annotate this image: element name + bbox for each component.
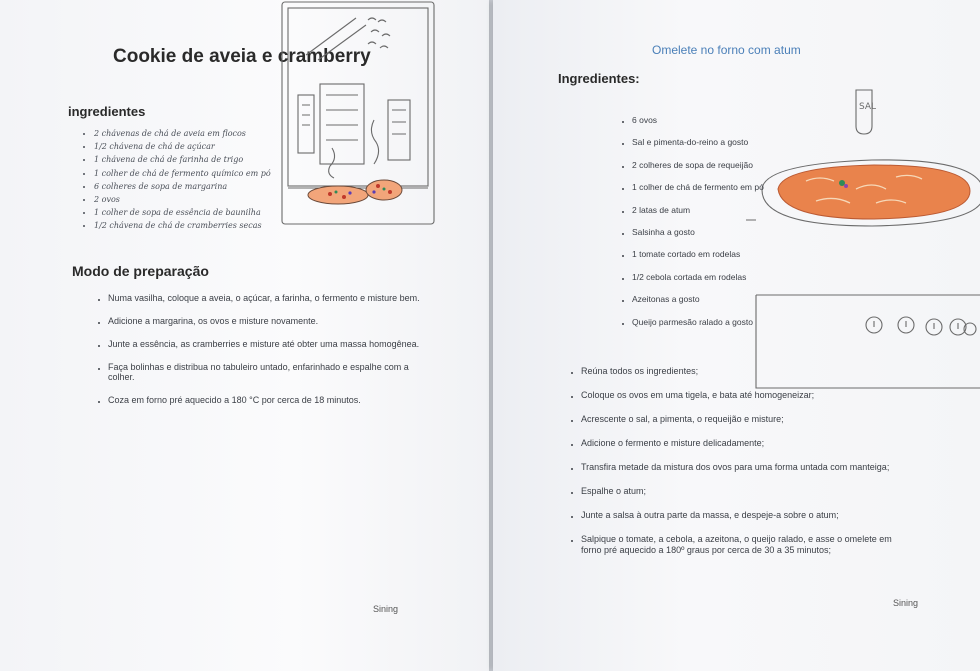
list-item: • Salsinha a gosto xyxy=(632,221,764,243)
list-item: • 1 colher de chá de fermento químico em pó xyxy=(94,167,271,180)
list-item: • Numa vasilha, coloque a aveia, o açúcar, a farinha, o fermento e misture bem. xyxy=(108,293,428,303)
list-item: • Acrescente o sal, a pimenta, o requeijão e misture; xyxy=(581,414,911,425)
left-recipe-page xyxy=(0,0,489,671)
list-item: • Coloque os ovos em uma tigela, e bata até homogeneizar; xyxy=(581,390,911,401)
list-item: • 1 tomate cortado em rodelas xyxy=(632,243,764,265)
list-item: • Adicione o fermento e misture delicadamente; xyxy=(581,438,911,449)
list-item: • Faça bolinhas e distribua no tabuleiro untado, enfarinhado e espalhe com a colher. xyxy=(108,362,428,382)
list-item: • Coza em forno pré aquecido a 180 °C por cerca de 18 minutos. xyxy=(108,395,428,405)
list-item: • Junte a salsa à outra parte da massa, e despeje-a sobre o atum; xyxy=(581,510,911,521)
list-item: • 1 colher de chá de fermento em pó xyxy=(632,176,764,198)
list-item: • Salpique o tomate, a cebola, a azeitona, o queijo ralado, e asse o omelete em forno pré aquecido a 180º graus por cerca de 30 a 35 minutos; xyxy=(581,534,911,555)
list-item: • 1 chávena de chá de farinha de trigo xyxy=(94,153,271,166)
omelet-recipe-title: Omelete no forno com atum xyxy=(652,43,801,57)
list-item: • 2 chávenas de chá de aveia em flocos xyxy=(94,127,271,140)
list-item: • Sal e pimenta-do-reino a gosto xyxy=(632,131,764,153)
list-item: • Reúna todos os ingredientes; xyxy=(581,366,911,377)
list-item: • Transfira metade da mistura dos ovos para uma forma untada com manteiga; xyxy=(581,462,911,473)
omelet-ingredients-list xyxy=(618,109,764,333)
ingredients-heading: Ingredientes: xyxy=(558,71,640,86)
list-item: • Junte a essência, as cramberries e misture até obter uma massa homogênea. xyxy=(108,339,428,349)
list-item: • 1/2 chávena de chá de açúcar xyxy=(94,140,271,153)
signature: Sining xyxy=(893,598,919,608)
list-item: • 1/2 cebola cortada em rodelas xyxy=(632,266,764,288)
salt-label: SAL xyxy=(859,102,877,112)
list-item: • 2 colheres de sopa de requeijão xyxy=(632,154,764,176)
oven-cookies-drawing xyxy=(276,0,441,228)
list-item: • Queijo parmesão ralado a gosto xyxy=(632,311,764,333)
list-item: • Adicione a margarina, os ovos e misture novamente. xyxy=(108,316,428,326)
list-item: • 6 colheres de sopa de margarina xyxy=(94,180,271,193)
list-item: • 1/2 chávena de chá de cramberries secas xyxy=(94,219,271,232)
ingredients-heading: ingredientes xyxy=(68,104,146,119)
cookie-ingredients-list xyxy=(80,127,271,233)
list-item: • 1 colher de sopa de essência de baunilha xyxy=(94,206,271,219)
list-item: • 2 ovos xyxy=(94,193,271,206)
list-item: • 6 ovos xyxy=(632,109,764,131)
method-heading: Modo de preparação xyxy=(72,263,209,279)
list-item: • 2 latas de atum xyxy=(632,199,764,221)
list-item: • Azeitonas a gosto xyxy=(632,288,764,310)
cookie-steps-list xyxy=(94,293,428,418)
omelet-steps-list xyxy=(567,366,911,569)
signature: Sining xyxy=(373,604,399,614)
cookie-recipe-title: Cookie de aveia e cramberry xyxy=(113,46,371,67)
right-recipe-page xyxy=(493,0,980,671)
list-item: • Espalhe o atum; xyxy=(581,486,911,497)
omelet-pan-drawing xyxy=(746,85,980,390)
